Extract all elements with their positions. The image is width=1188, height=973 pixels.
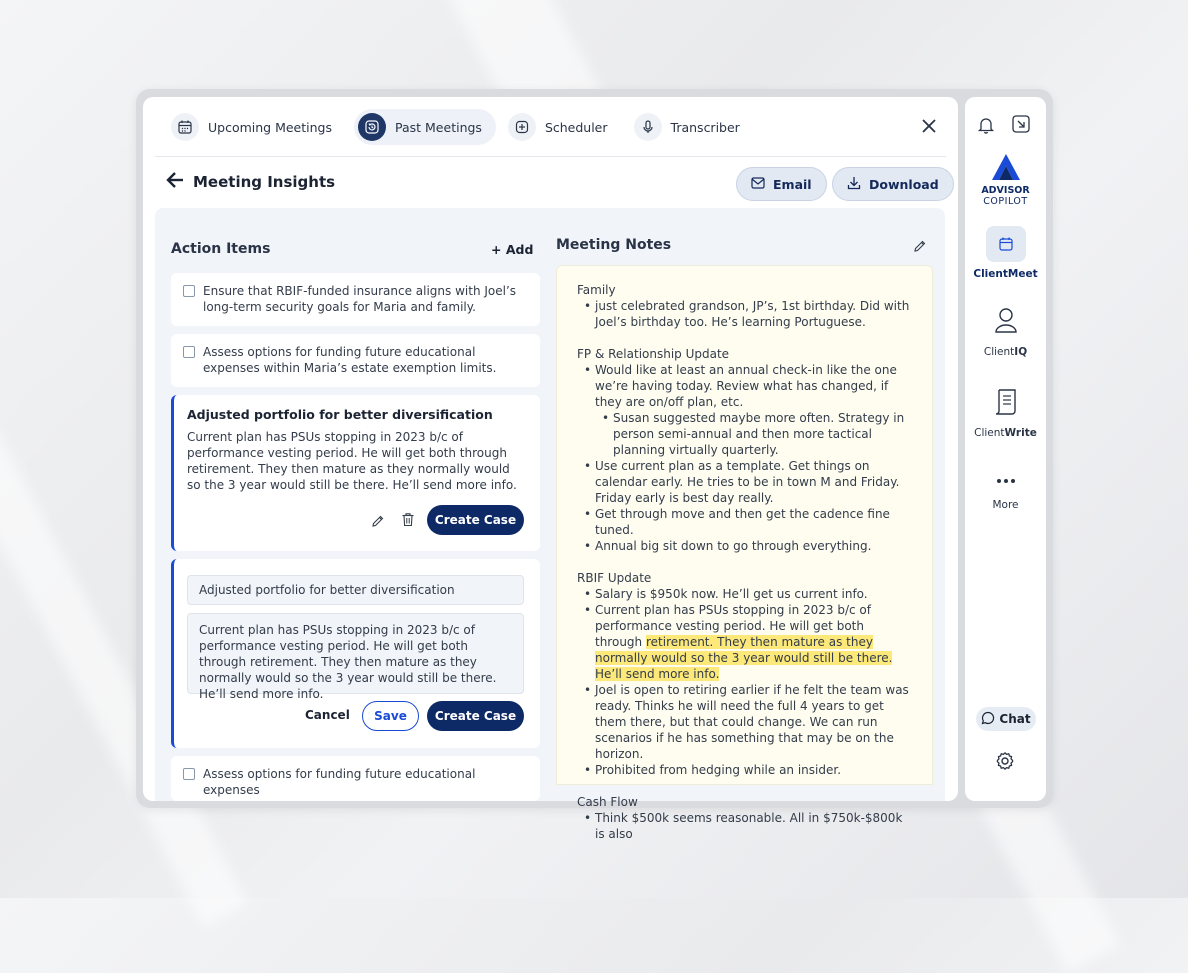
notes-section-rbif [577,570,912,778]
download-button[interactable] [832,167,954,201]
chat-label: Chat [999,712,1031,726]
action-title-input[interactable]: Adjusted portfolio for better diversification [187,575,524,605]
sidebar-item-clientmeet[interactable] [965,226,1046,280]
note-bullet: • Prohibited from hedging while an insider. [577,762,912,778]
create-case-button[interactable]: Create Case [427,505,524,535]
cancel-button[interactable]: Cancel [305,708,350,722]
plus-square-icon [508,113,536,141]
sidebar-item-more[interactable] [965,469,1046,511]
bell-icon[interactable] [976,115,996,139]
sidebar-item-label: ClientMeet [973,268,1038,280]
action-item-text: Assess options for funding future educational expenses within Maria’s estate exemption limits. [203,345,497,375]
document-icon [993,387,1019,421]
save-button[interactable]: Save [362,701,419,731]
note-bullet: • Use current plan as a template. Get things on calendar early. He tries to be in town M and Friday. Friday early is best day really. [577,458,912,506]
note-bullet: • Think $500k seems reasonable. All in $750k-$800k is also [577,810,912,842]
note-sub-bullet: • Susan suggested maybe more often. Strategy in person semi-annual and then more tactical planning virtually quarterly. [595,410,912,458]
tab-bar [167,109,754,145]
divider [155,156,946,157]
page-title: Meeting Insights [193,173,336,191]
action-item-card [171,334,540,387]
sidebar-item-clientwrite[interactable] [965,387,1046,439]
action-title: Adjusted portfolio for better diversification [187,407,493,422]
notes-section-family [577,282,912,330]
action-item-checkbox[interactable] [183,346,195,358]
tab-past-meetings[interactable] [354,109,496,145]
note-text: Would like at least an annual check-in like the one we’re having today. Review what has changed, if they are on/off plan, etc. [595,363,897,409]
sidebar-item-clientiq[interactable] [965,306,1046,358]
action-item-text: Ensure that RBIF-funded insurance aligns with Joel’s long-term security goals for Maria and family. [203,284,517,314]
notes-section-cash-flow [577,794,912,842]
edit-icon[interactable] [371,513,385,532]
brand-line2: COPILOT [983,196,1028,207]
tab-scheduler[interactable] [504,109,622,145]
tab-label: Scheduler [544,119,608,135]
note-bullet: • just celebrated grandson, JP’s, 1st birthday. Did with Joel’s birthday too. He’s learning Portuguese. [577,298,912,330]
action-item-checkbox[interactable] [183,768,195,780]
note-bullet [577,362,912,410]
notes-section-fp [577,346,912,554]
note-bullet: • Joel is open to retiring earlier if he felt the team was ready. Thinks he will need the full 4 years to get them there, but that could change. We can run scenarios if he has something that may be on the horizon. [577,682,912,762]
advisor-copilot-logo [965,153,1046,207]
email-label: Email [773,176,812,192]
tab-upcoming-meetings[interactable] [167,109,346,145]
add-action-button[interactable]: + Add [491,242,534,257]
action-description-textarea[interactable]: Current plan has PSUs stopping in 2023 b/c of performance vesting period. He will get both through retirement. They then mature as they normally would so the 3 year would still be there. He’ll send more info. [187,613,524,694]
action-item-checkbox[interactable] [183,285,195,297]
content-panel [155,208,945,841]
close-icon[interactable] [920,117,938,135]
sidebar-item-label: ClientIQ [983,346,1028,358]
edit-notes-icon[interactable] [913,238,927,252]
notes-section-title: FP & Relationship Update [577,347,730,361]
gear-icon[interactable] [995,751,1015,775]
right-sidebar [965,97,1046,801]
mail-icon [751,177,765,192]
highlighted-text: retirement. They then mature as they normally would so the 3 year would still be there. He’ll send more info. [595,635,893,681]
more-icon [996,469,1016,493]
back-arrow-icon[interactable] [165,171,185,193]
download-label: Download [869,176,939,192]
action-description: Current plan has PSUs stopping in 2023 b/c of performance vesting period. He will get both through retirement. They then mature as they normally would so the 3 year would still be there. He’ll send more info. [187,430,517,492]
email-button[interactable] [736,167,827,201]
user-icon [993,306,1019,340]
trash-icon[interactable] [401,512,415,531]
page-header [165,171,335,193]
brand-line1: ADVISOR [981,185,1030,196]
sidebar-item-label: ClientWrite [974,427,1037,439]
action-item-card [171,273,540,326]
note-text: Current plan has PSUs stopping in 2023 b/c of performance vesting period. He will get both through [595,603,871,649]
meeting-notes-heading: Meeting Notes [556,237,672,253]
chat-bubble-icon [981,711,995,728]
note-bullet: • Get through move and then get the cadence fine tuned. [577,506,912,538]
edit-action-card [171,559,540,748]
minimize-window-icon[interactable] [1011,114,1031,138]
download-icon [847,176,861,193]
create-case-button[interactable]: Create Case [427,701,524,731]
tab-label: Upcoming Meetings [208,119,332,135]
note-bullet: • Salary is $950k now. He’ll get us current info. [577,586,912,602]
tab-transcriber[interactable] [630,109,754,145]
notes-section-title: Family [577,283,616,297]
history-icon [358,113,386,141]
sidebar-item-label: More [992,499,1019,511]
action-item-text: Assess options for funding future educational expenses [203,767,476,797]
notes-section-title: Cash Flow [577,795,638,809]
microphone-icon [634,113,662,141]
chat-button[interactable] [976,707,1036,731]
logo-mark-icon [989,153,1023,183]
action-item-card [171,756,540,801]
calendar-icon [986,226,1026,262]
note-bullet [577,602,912,682]
expanded-action-card [171,395,540,551]
notes-section-title: RBIF Update [577,571,652,585]
action-items-heading: Action Items [171,241,271,257]
main-panel [143,97,958,841]
tab-label: Transcriber [670,119,740,135]
note-bullet: • Annual big sit down to go through everything. [577,538,912,554]
meeting-notes-body [556,265,933,841]
tab-label: Past Meetings [395,119,482,135]
calendar-icon [171,113,199,141]
